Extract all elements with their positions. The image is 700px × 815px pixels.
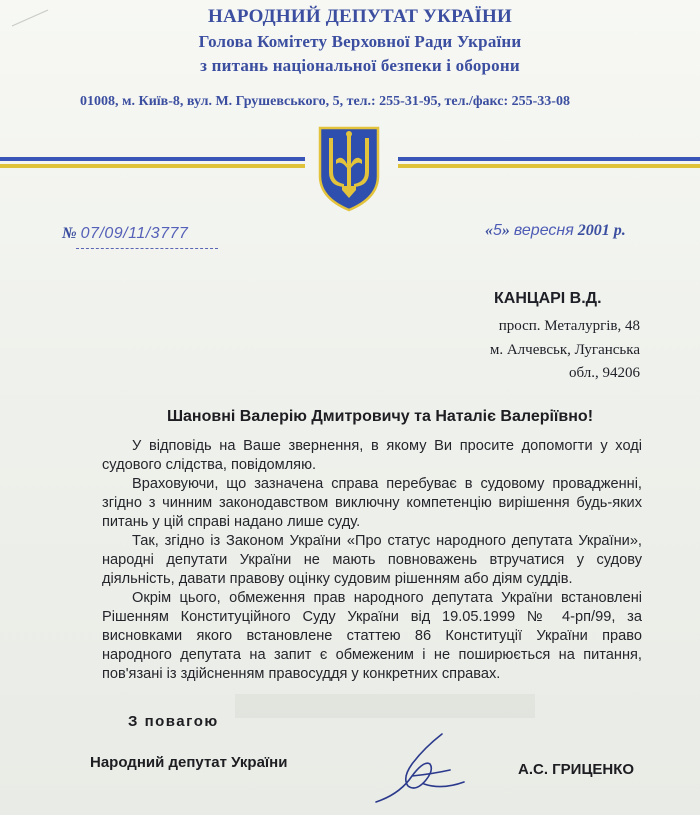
registration-underline bbox=[76, 248, 218, 250]
registration-number bbox=[62, 225, 188, 243]
recipient-name: КАНЦАРІ В.Д. bbox=[494, 290, 602, 307]
closing-phrase: З повагою bbox=[128, 713, 219, 730]
letterhead-committee-scope: з питань національної безпеки і оборони bbox=[200, 56, 520, 75]
letterhead-address: 01008, м. Київ-8, вул. М. Грушевського, 5, тел.: 255-31-95, тел./факс: 255-33-08 bbox=[80, 94, 570, 109]
body-paragraph: Враховуючи, що зазначена справа перебуває в судовому провадженні, згідно з чинним законодавством виключну компетенцію вирішення будь-яких питань у цій справі надано лише суду. bbox=[102, 476, 642, 530]
recipient-city: м. Алчевськ, Луганська bbox=[489, 342, 640, 358]
salutation: Шановні Валерію Дмитровичу та Наталіє Валеріївно! bbox=[166, 408, 594, 425]
letterhead-committee: Голова Комітету Верховної Ради України bbox=[198, 32, 522, 51]
blue-band-left bbox=[0, 157, 305, 161]
body-paragraph: Окрім цього, обмеження прав народного депутата України встановлені Рішенням Конституційного Суду України від 19.05.1999 № 4-рп/99, за висновками якого встановлене статтею 86 Конституції України право народного депутата на запит є обмеженим і не поширюється на питання, пов'язані із здійсненням правосуддя у конкретних справах. bbox=[102, 590, 642, 682]
recipient-postcode: обл., 94206 bbox=[569, 365, 640, 381]
date-day: 5 bbox=[493, 222, 502, 239]
registration-prefix: № bbox=[62, 225, 77, 242]
signatory-name: А.С. ГРИЦЕНКО bbox=[518, 761, 635, 778]
body-paragraph: У відповідь на Ваше звернення, в якому Ви просите допомогти у ході судового слідства, повідомляю. bbox=[102, 438, 642, 473]
recipient-street: просп. Металургів, 48 bbox=[498, 318, 640, 334]
faded-stamp bbox=[235, 694, 535, 718]
date-close-quote: » bbox=[501, 222, 510, 239]
date-month: вересня bbox=[513, 222, 574, 239]
registration-number-handwritten: 07/09/11/3777 bbox=[80, 225, 189, 242]
yellow-band-left bbox=[0, 164, 305, 168]
handwritten-signature bbox=[372, 730, 482, 806]
date-suffix: р. bbox=[613, 222, 626, 239]
letterhead-title: НАРОДНИЙ ДЕПУТАТ УКРАЇНИ bbox=[207, 6, 513, 27]
date-year: 2001 bbox=[577, 222, 610, 239]
letter-body bbox=[102, 437, 642, 684]
signatory-title: Народний депутат України bbox=[90, 754, 288, 771]
trident-coat-of-arms-icon bbox=[314, 124, 384, 212]
body-paragraph: Так, згідно із Законом України «Про статус народного депутата України», народні депутати України не мають повноважень втручатися у судову діяльність, давати правову оцінку судовим рішенням або діям суддів. bbox=[102, 533, 642, 587]
yellow-band-right bbox=[398, 164, 700, 168]
blue-band-right bbox=[398, 157, 700, 161]
letter-date bbox=[485, 222, 626, 240]
date-open-quote: « bbox=[485, 222, 493, 239]
